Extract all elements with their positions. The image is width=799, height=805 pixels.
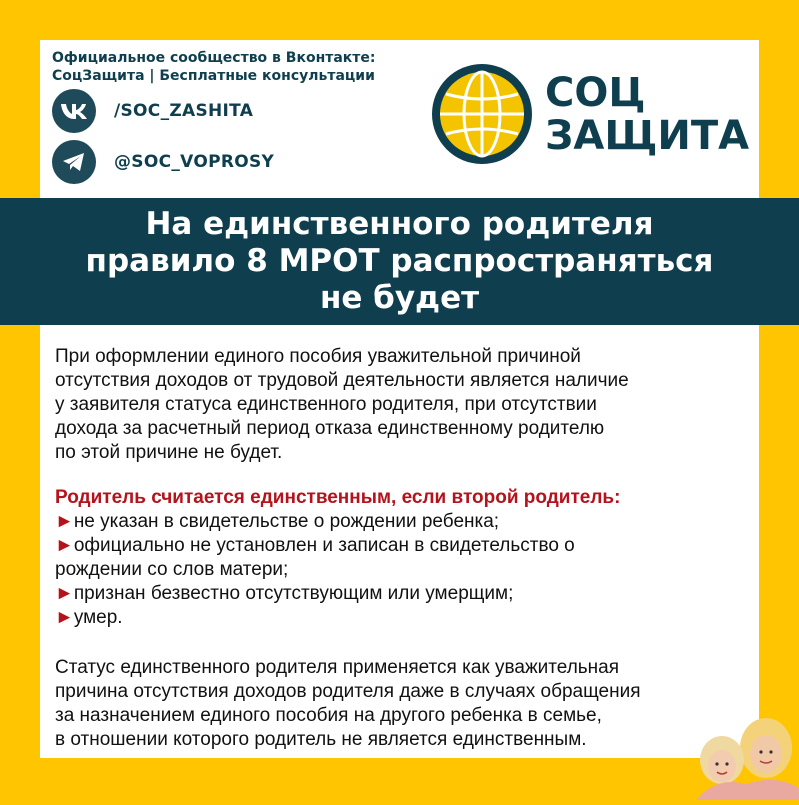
community-line-1: Официальное сообщество в Вконтакте:: [52, 50, 376, 66]
text-line: причина отсутствия доходов родителя даже в случаях обращения: [55, 681, 641, 702]
criteria-item: [55, 582, 763, 606]
vk-link[interactable]: [52, 89, 253, 133]
text-line: в отношении которого родитель не является единственным.: [55, 729, 587, 750]
bullet-arrow-icon: ►: [55, 535, 74, 556]
paragraph-status: [55, 656, 763, 752]
brand-logo-text: [545, 72, 749, 158]
headline-line-2: правило 8 МРОТ распространяться: [85, 243, 714, 279]
logo-line-1: СОЦ: [545, 70, 646, 116]
text-line: у заявителя статуса единственного родителя, при отсутствии: [55, 394, 597, 415]
criteria-title: Родитель считается единственным, если второй родитель:: [55, 487, 621, 508]
criteria-item: [55, 534, 763, 558]
criteria-item-text: умер.: [73, 607, 123, 628]
text-line: по этой причине не будет.: [55, 442, 283, 463]
criteria-item-continuation: рождении со слов матери;: [55, 559, 289, 580]
logo-line-2: ЗАЩИТА: [545, 113, 750, 159]
paragraph-intro: [55, 345, 763, 465]
text-line: При оформлении единого пособия уважительной причиной: [55, 346, 581, 367]
community-line-2: СоцЗащита | Бесплатные консультации: [52, 68, 375, 84]
text-line: отсутствия доходов от трудовой деятельности является наличие: [55, 370, 629, 391]
criteria-item-text: не указан в свидетельстве о рождении ребенка;: [73, 511, 500, 532]
community-label: [52, 49, 376, 85]
telegram-icon[interactable]: [52, 140, 96, 184]
headline: [0, 206, 799, 317]
bullet-arrow-icon: ►: [55, 583, 74, 604]
vk-icon[interactable]: [52, 89, 96, 133]
text-line: за назначением единого пособия на другого ребенка в семье,: [55, 705, 602, 726]
criteria-list: [55, 486, 763, 630]
globe-icon: [430, 62, 534, 171]
text-line: Статус единственного родителя применяется как уважительная: [55, 657, 620, 678]
criteria-item-text: официально не установлен и записан в свидетельство о: [73, 535, 575, 556]
criteria-item-text: признан безвестно отсутствующим или умерщим;: [73, 583, 514, 604]
vk-handle[interactable]: /SOC_ZASHITA: [114, 101, 254, 121]
headline-line-3: не будет: [319, 280, 480, 316]
criteria-item: [55, 510, 763, 534]
bullet-arrow-icon: ►: [55, 511, 74, 532]
text-line: дохода за расчетный период отказа единственному родителю: [55, 418, 605, 439]
telegram-link[interactable]: [52, 140, 274, 184]
headline-line-1: На единственного родителя: [145, 206, 654, 242]
bullet-arrow-icon: ►: [55, 607, 74, 628]
criteria-item: [55, 606, 763, 630]
telegram-handle[interactable]: @SOC_VOPROSY: [114, 152, 275, 172]
mother-child-photo: [686, 708, 799, 800]
